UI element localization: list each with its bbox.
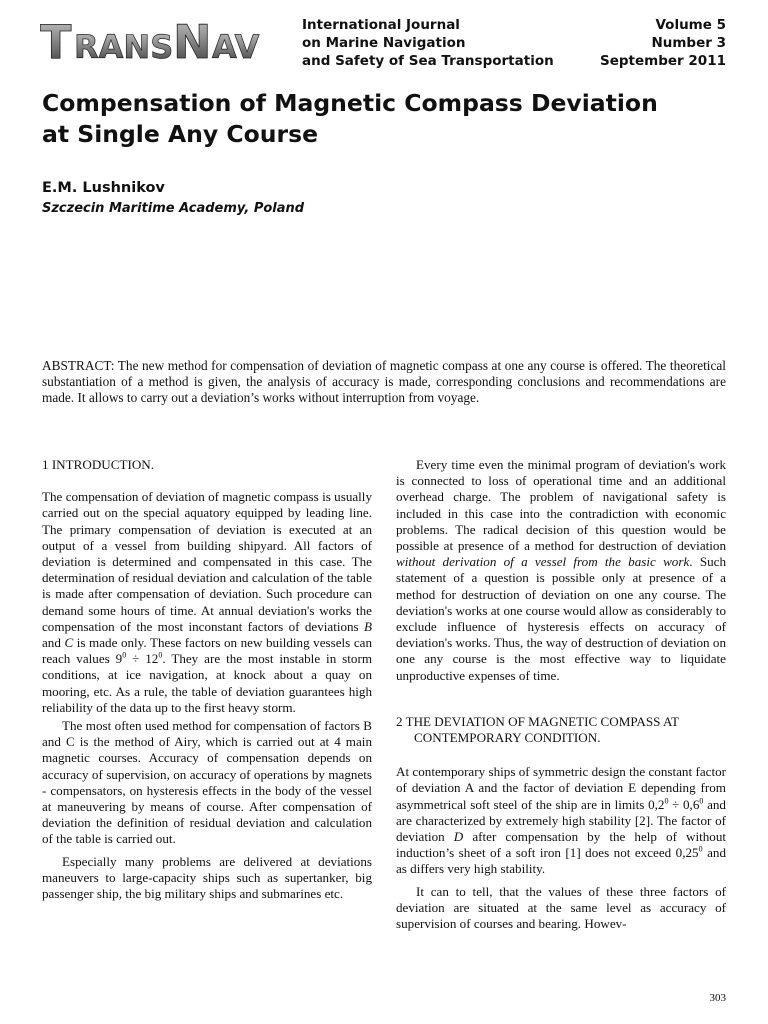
svg-text:RANS: RANS: [74, 28, 174, 64]
author: E.M. Lushnikov: [42, 180, 165, 196]
text-run: and: [42, 635, 65, 651]
title-line-2: at Single Any Course: [42, 120, 319, 148]
degree-sup: 0: [699, 796, 704, 806]
degree-sup: 0: [698, 844, 703, 854]
left-column: [42, 457, 372, 902]
paper-title: [42, 88, 732, 150]
journal-line-1: International Journal: [302, 17, 460, 33]
text-run: . Such statement of a question is possible only at presence of a method for destruction of deviation on one any course. The deviation's works at one course would allow as considerably to exclude influence of hysteresis effects on accuracy of deviation's works. Thus, the way of destruction of deviation on one any course is the most effective way to liquidate unproductive expenses of time.: [396, 554, 727, 683]
text-run: . They are the most instable in storm conditions, at ice navigation, at knock about a quay on mooring, etc. As a rule, the table of deviation guarantees high reliability of the data up to the first heavy storm.: [42, 651, 372, 715]
text-run: ÷ 12: [126, 651, 159, 667]
text-run: and as differs very high stability.: [396, 845, 726, 877]
issue-number: Number 3: [651, 35, 726, 51]
journal-name: [302, 16, 554, 70]
volume: Volume 5: [655, 17, 726, 33]
factor-d: D: [453, 829, 464, 845]
text-run: At contemporary ships of symmetric design the constant factor of deviation A and the factor of deviation E depending from asymmetrical soft steel of the ship are in limits 0,2: [396, 764, 726, 812]
degree-sup: 0: [158, 650, 163, 660]
paragraph: Especially many problems are delivered at deviations maneuvers to large-capacity ships such as supertanker, big passenger ship, the big military ships and submarines etc.: [42, 853, 372, 902]
factor-b: B: [364, 618, 372, 634]
journal-line-2: on Marine Navigation: [302, 35, 466, 51]
paragraph: [42, 489, 372, 716]
abstract: ABSTRACT: The new method for compensation of deviation of magnetic compass at one any course is offered. The theoretical substantiation of a method is given, the analysis of accuracy is made, corresponding conclusions and recommendations are made. It allows to carry out a deviation’s works without interruption from voyage.: [42, 358, 726, 406]
journal-line-3: and Safety of Sea Transportation: [302, 53, 554, 69]
section-2-heading: 2 THE DEVIATION OF MAGNETIC COMPASS AT CONTEMPORARY CONDITION.: [396, 713, 679, 746]
text-run: The compensation of deviation of magnetic compass is usually carried out on the special aquatory equipped by leading line. The primary compensation of deviation is executed at an output of a vessel from building shipyard. All factors of deviation is determined and compensated in this case. The determination of residual deviation and calculation of the table is made after compensation of deviation. Such procedure can demand some hours of time. At annual deviation's works the compensation of the most inconstant factors of deviations: [42, 489, 372, 634]
text-run: and are characterized by extremely high stability [2]. The factor of deviation: [396, 796, 726, 845]
factor-c: C: [64, 635, 74, 651]
section-1-heading: 1 INTRODUCTION.: [42, 457, 155, 472]
text-run: Every time even the minimal program of deviation's work is connected to loss of operational time and an additional overhead charge. The problem of navigational safety is included in this case into the contradiction with economic problems. The radical decision of this question would be possible at presence of a method for destruction of deviation: [396, 457, 726, 554]
title-line-1: Compensation of Magnetic Compass Deviation: [42, 89, 658, 117]
svg-text:AV: AV: [212, 28, 260, 64]
text-run: after compensation by the help of without induction’s sheet of a soft iron [1] does not exceed 0,25: [396, 829, 727, 861]
paragraph: [396, 764, 726, 877]
text-run: is made only. These factors on new building vessels can reach values 9: [42, 635, 372, 667]
paragraph: The most often used method for compensation of factors B and C is the method of Airy, which is carried out at 4 main magnetic courses. Accuracy of compensation depends on accuracy of supervision, on accuracy of operations by magnets - compensators, on hysteresis effects in the body of the vessel at maneuvering by means of course. After compensation of deviation the definition of residual deviation and calculation of the table is carried out.: [42, 718, 372, 847]
page-number: 303: [709, 992, 726, 1004]
paragraph: [396, 457, 726, 684]
paragraph: It can to tell, that the values of these three factors of deviation are situated at the same level as accuracy of supervision of courses and bearing. Howev-: [396, 883, 726, 932]
transnav-logo-graphic: [40, 16, 290, 64]
italic-phrase: without derivation of a vessel from the basic work: [396, 554, 690, 570]
degree-sup: 0: [664, 796, 669, 806]
svg-text:N: N: [173, 16, 212, 64]
right-column: [396, 457, 726, 932]
volume-info: [600, 16, 726, 70]
issue-date: September 2011: [600, 53, 726, 69]
transnav-logo: [40, 16, 290, 64]
svg-text:T: T: [40, 16, 72, 64]
degree-sup: 0: [122, 650, 127, 660]
text-run: ÷ 0,6: [668, 796, 700, 812]
affiliation: Szczecin Maritime Academy, Poland: [42, 201, 305, 216]
